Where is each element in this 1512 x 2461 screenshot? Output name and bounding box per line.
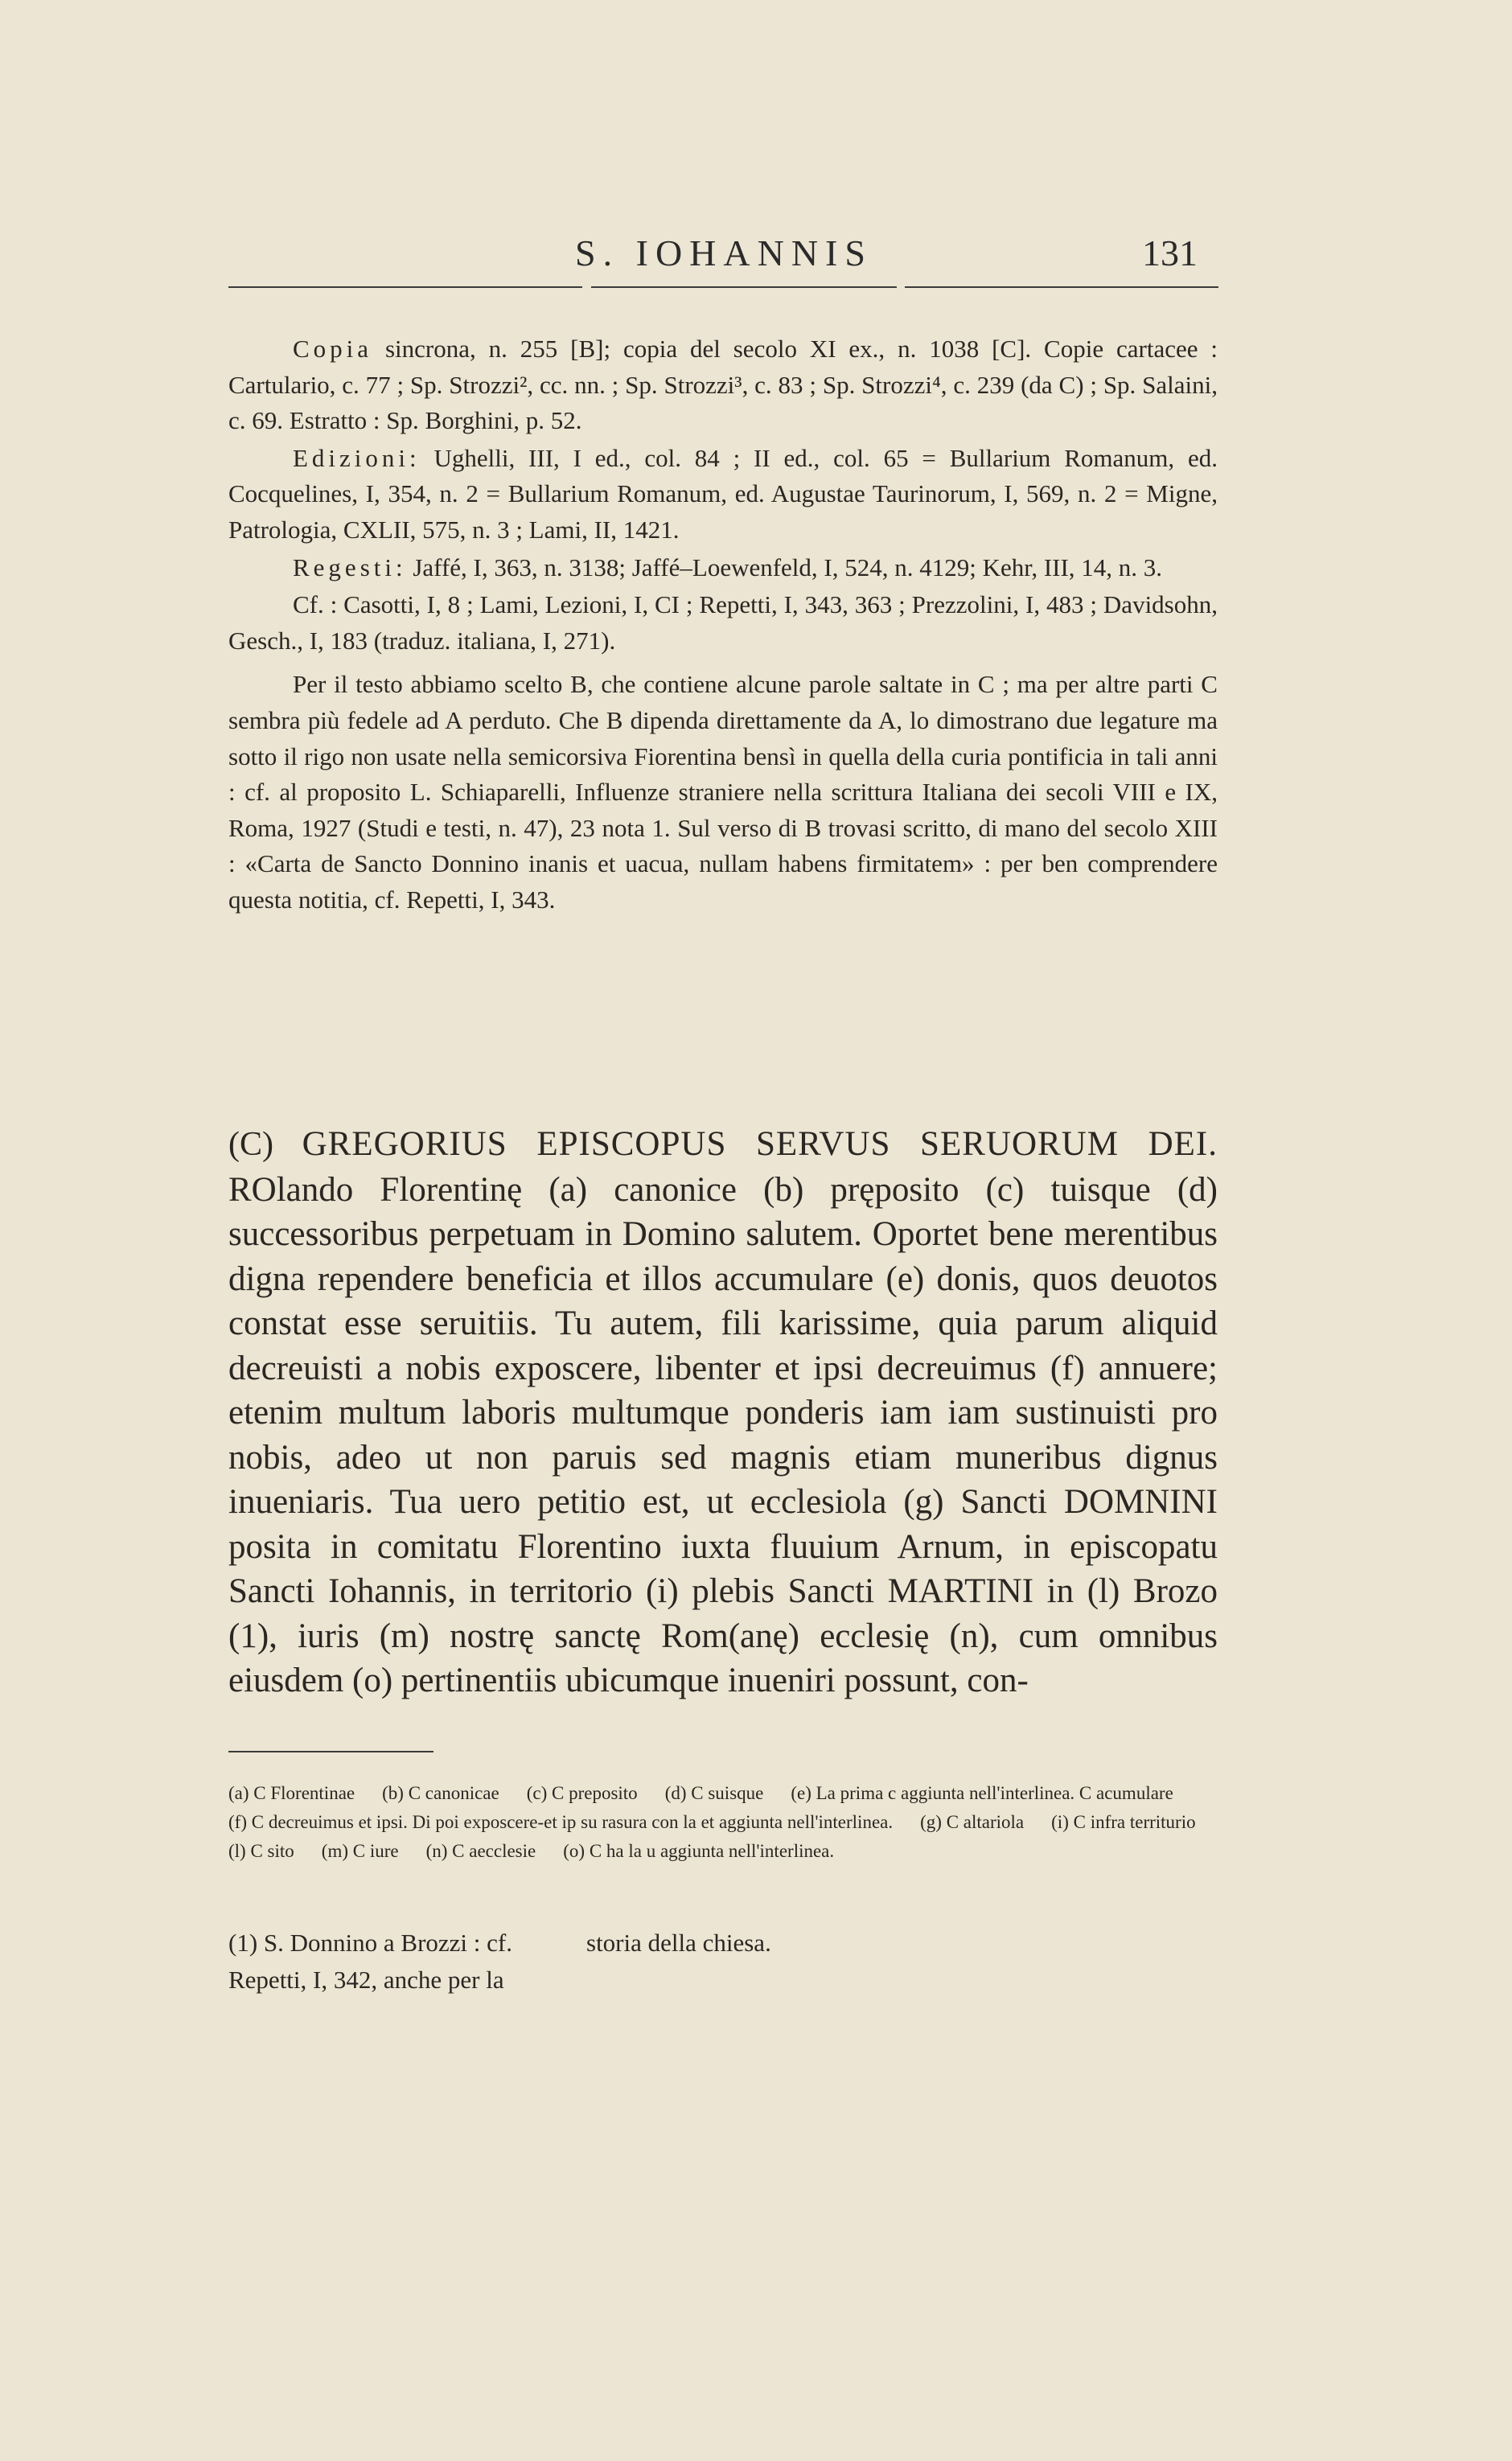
copia-label: Copia [293, 335, 373, 363]
footnote-n: (n) C aecclesie [425, 1841, 536, 1861]
critical-footnotes [228, 1779, 1218, 1866]
edizioni-label: Edizioni: [293, 443, 421, 472]
cf-paragraph: Cf. : Casotti, I, 8 ; Lami, Lezioni, I, CI ; Repetti, I, 343, 363 ; Prezzolini, I, 483 ; Davidsohn, Gesch., I, 183 (traduz. italiana, I, 271). [228, 590, 1218, 655]
page-number: 131 [1142, 232, 1198, 273]
historical-note-text: (1) S. Donnino a Brozzi : cf. Repetti, I, 342, anche per la storia della chiesa. [228, 1929, 771, 1994]
footnote-e: (e) La prima c aggiunta nell'interlinea. C acumulare [791, 1783, 1173, 1803]
footnote-l: (l) C sito [228, 1841, 294, 1861]
archival-apparatus [228, 331, 1218, 926]
document-tag: (C) [228, 1126, 273, 1163]
regesti-paragraph [228, 550, 1218, 586]
footnote-rule [228, 1751, 433, 1752]
footnote-b: (b) C canonicae [382, 1783, 499, 1803]
footnote-d: (d) C suisque [664, 1783, 764, 1803]
header-rule-middle [591, 286, 897, 288]
regesti-text: Jaffé, I, 363, n. 3138; Jaffé–Loewenfeld, I, 524, n. 4129; Kehr, III, 14, n. 3. [413, 553, 1163, 581]
edizioni-paragraph [228, 441, 1218, 548]
copia-paragraph [228, 331, 1218, 439]
footnote-o: (o) C ha la u aggiunta nell'interlinea. [563, 1841, 835, 1861]
footnote-m: (m) C iure [321, 1841, 399, 1861]
header-rule-right [905, 286, 1218, 288]
header-rule-left [228, 286, 582, 288]
footnote-a: (a) C Florentinae [228, 1783, 355, 1803]
document-text [228, 1122, 1218, 1703]
document-body-text: ROlando Florentinę (a) canonice (b) pręposito (c) tuisque (d) successoribus perpetuam in Domino salutem. Oportet bene merentibus digna rependere beneficia et illos accumulare (e) donis, quos deuotos constat esse seruitiis. Tu autem, fili karissime, quia parum aliquid decreuisti a nobis exposcere, libenter et ipsi decreuimus (f) annuere; etenim multum laboris multumque ponderis iam iam sustinuisti pro nobis, adeo ut non paruis sed magnis etiam muneribus dignus inueniaris. Tua uero petitio est, ut ecclesiola (g) Sancti DOMNINI posita in comitatu Florentino iuxta fluuium Arnum, in episcopatu Sancti Iohannis, in territorio (i) plebis Sancti MARTINI in (l) Brozo (1), iuris (m) nostrę sanctę Rom(anę) ecclesię (n), cum omnibus eiusdem (o) pertinentiis ubicumque inueniri possunt, con- [228, 1170, 1218, 1699]
footnote-g: (g) C altariola [920, 1812, 1025, 1832]
commentary-paragraph: Per il testo abbiamo scelto B, che contiene alcune parole saltate in C ; ma per altre parti C sembra più fedele ad A perduto. Che B dipenda direttamente da A, lo dimostrano due legature ma sotto il rigo non usate nella semicorsiva Fiorentina bensì in quella della curia pontificia in tali anni : cf. al proposito L. Schiaparelli, Influenze straniere nella scrittura Italiana dei secoli VIII e IX, Roma, 1927 (Studi e testi, n. 47), 23 nota 1. Sul verso di B trovasi scritto, di mano del secolo XIII : «Carta de Sancto Donnino inanis et uacua, nullam habens firmitatem» : per ben comprendere questa notitia, cf. Repetti, I, 343. [228, 670, 1218, 914]
historical-note [228, 1925, 912, 1999]
footnote-c: (c) C preposito [526, 1783, 638, 1803]
intitulatio: GREGORIUS EPISCOPUS SERVUS SERUORUM DEI. [302, 1125, 1218, 1163]
copia-text: sincrona, n. 255 [B]; copia del secolo XI ex., n. 1038 [C]. Copie cartacee : Cartulario, c. 77 ; Sp. Strozzi², cc. nn. ; Sp. Strozzi³, c. 83 ; Sp. Strozzi⁴, c. 239 (da C) ; Sp. Salaini, c. 69. Estratto : Sp. Borghini, p. 52. [228, 335, 1218, 435]
footnote-i: (i) C infra territurio [1051, 1812, 1196, 1832]
footnote-f: (f) C decreuimus et ipsi. Di poi exposcere-et ip su rasura con la et aggiunta nell'interlinea. [228, 1812, 894, 1832]
running-head-title: S. IOHANNIS [575, 232, 873, 273]
edizioni-text: Ughelli, III, I ed., col. 84 ; II ed., col. 65 = Bullarium Romanum, ed. Cocquelines, I, 354, n. 2 = Bullarium Romanum, ed. Augustae Taurinorum, I, 569, n. 2 = Migne, Patrologia, CXLII, 575, n. 3 ; Lami, II, 1421. [228, 443, 1218, 544]
document-body [228, 1122, 1218, 1703]
regesti-label: Regesti: [293, 553, 407, 581]
